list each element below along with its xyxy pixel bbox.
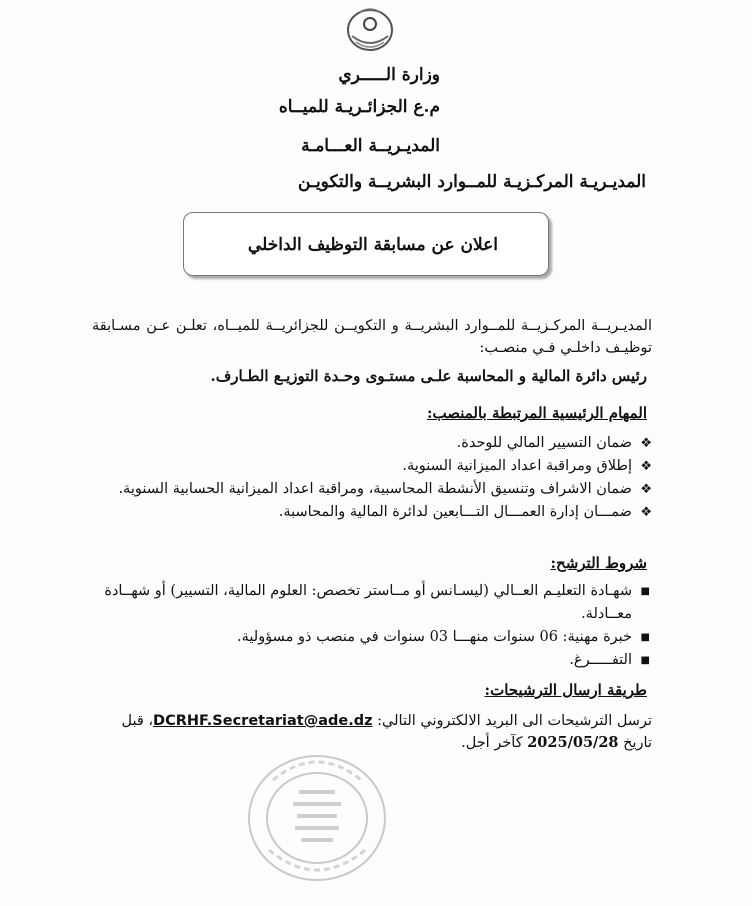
tasks-heading: المهام الرئيسية المرتبطة بالمنصب:: [426, 404, 647, 422]
submission-paragraph: ترسل الترشيحات الى البريد الالكتروني التالي: DCRHF.Secretariat@ade.dz، قبل تاريخ 2025/05/28 كآخر أجل.: [121, 713, 652, 751]
diamond-bullet-icon: ❖: [640, 482, 652, 497]
list-item: ■ التفـــــرغ.: [92, 649, 652, 672]
square-bullet-icon: ■: [640, 586, 650, 597]
list-item: ■ خبرة مهنية: 06 سنوات منهـــا 03 سنوات في منصب ذو مسؤولية.: [92, 626, 652, 649]
conditions-heading: شروط الترشح:: [550, 554, 647, 572]
list-item: ■ شهـادة التعليـم العــالي (ليسـانس أو مــاستر تخصص: العلوم المالية، التسيير) أو شهــادة معــادلة.: [92, 580, 652, 626]
ministry-logo-emblem: [340, 6, 400, 56]
list-item: ❖ ضمـــان إدارة العمـــال التـــابعين لدائرة المالية والمحاسبة.: [82, 501, 652, 524]
header-general-directorate: المديـريــة العـــامـة: [301, 136, 440, 156]
announcement-box: [183, 212, 549, 276]
header-company: م.ع الجزائـريـة للميــاه: [278, 97, 440, 117]
diamond-bullet-icon: ❖: [640, 505, 652, 520]
tasks-list: [82, 432, 652, 524]
conditions-list: [92, 580, 652, 672]
deadline-date: 2025/05/28: [527, 734, 619, 751]
diamond-bullet-icon: ❖: [640, 436, 652, 451]
header-ministry: وزارة الـــــري: [338, 65, 440, 85]
submission-heading: طريقة ارسال الترشيحات:: [484, 681, 647, 699]
email-link[interactable]: DCRHF.Secretariat@ade.dz: [153, 713, 373, 729]
list-item: ❖ إطلاق ومراقبة اعداد الميزانية السنوية.: [82, 455, 652, 478]
official-stamp-icon: [243, 750, 391, 886]
diamond-bullet-icon: ❖: [640, 459, 652, 474]
list-item: ❖ ضمان الاشراف وتنسيق الأنشطة المحاسبية، ومراقبة اعداد الميزانية الحسابية السنوية.: [82, 478, 652, 501]
position-title: رئيس دائرة المالية و المحاسبة علـى مستـوى وحـدة التوزيـع الطـارف.: [210, 367, 647, 385]
list-item: ❖ ضمان التسيير المالي للوحدة.: [82, 432, 652, 455]
square-bullet-icon: ■: [640, 655, 650, 666]
header-hr-directorate: المديـريـة المركـزيـة للمــوارد البشريــة والتكويـن: [298, 172, 646, 192]
intro-paragraph: المديـريــة المركـزيــة للمــوارد البشريــة و التكويــن للجزائريــة للميــاه، تعلـن عـن مسـابقة توظيـف داخلـي فـي منصـب:: [92, 318, 652, 356]
square-bullet-icon: ■: [640, 632, 650, 643]
announcement-title: اعلان عن مسابقة التوظيف الداخلي: [247, 235, 498, 255]
